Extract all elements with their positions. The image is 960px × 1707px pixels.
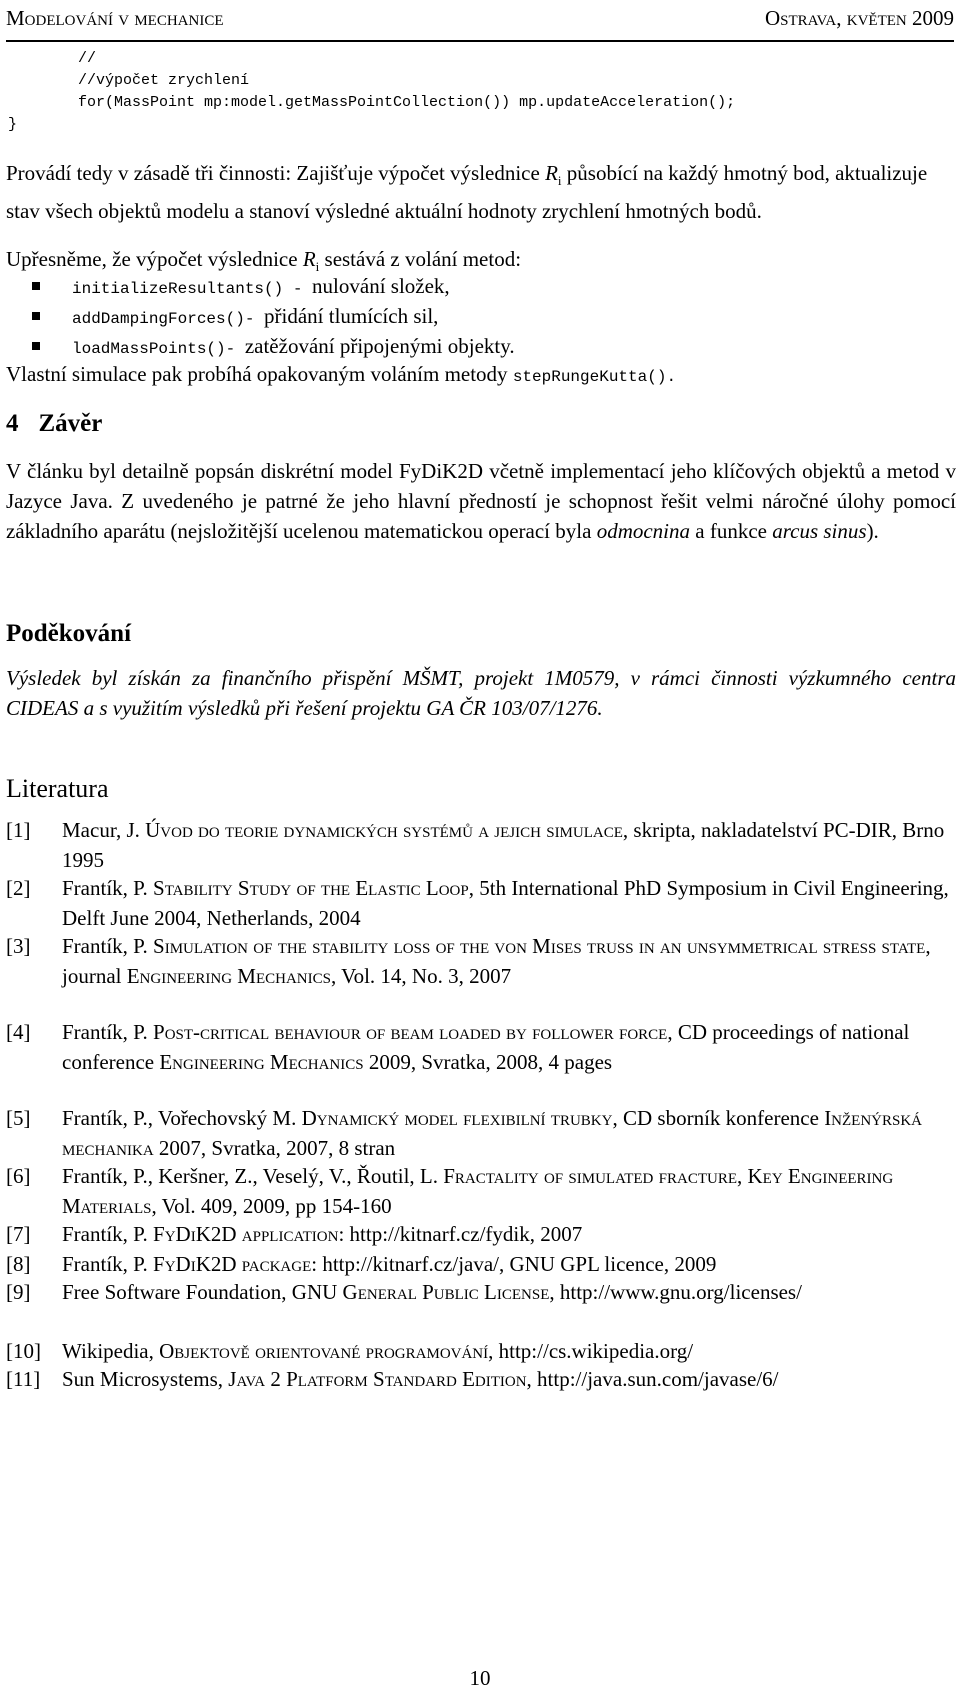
bullet-square-icon: [32, 282, 40, 290]
list-item: addDampingForces()- přidání tlumících sil,: [32, 301, 438, 334]
code-line-1: //: [78, 50, 97, 67]
reference-item: [5] Frantík, P., Vořechovský M. Dynamický model flexibilní trubky, CD sborník konference Inženýrská mechanika 2007, Svratka, 2007, 8 stran: [6, 1106, 923, 1160]
acknowledgement-text: Výsledek byl získán za finančního přispění MŠMT, projekt 1M0579, v rámci činnosti výzkumného centra CIDEAS a s využitím výsledků při řešení projektu GA ČR 103/07/1276.: [6, 666, 956, 720]
section-heading: 4 Závěr: [6, 410, 103, 437]
reference-item: [9] Free Software Foundation, GNU General Public License, http://www.gnu.org/licenses/: [6, 1280, 802, 1304]
page-header: [6, 4, 954, 42]
reference-item: [4] Frantík, P. Post-critical behaviour of beam loaded by follower force, CD proceedings of national conference Engineering Mechanics 2009, Svratka, 2008, 4 pages: [6, 1020, 910, 1074]
reference-item: [7] Frantík, P. FyDiK2D application: http://kitnarf.cz/fydik, 2007: [6, 1222, 583, 1246]
reference-item: [3] Frantík, P. Simulation of the stability loss of the von Mises truss in an unsymmetrical stress state, journal Engineering Mechanics, Vol. 14, No. 3, 2007: [6, 934, 931, 988]
reference-item: [8] Frantík, P. FyDiK2D package: http://kitnarf.cz/java/, GNU GPL licence, 2009: [6, 1252, 717, 1276]
header-right-title: Ostrava, květen 2009: [764, 6, 954, 30]
code-line-3: for(MassPoint mp:model.getMassPointCollection()) mp.updateAcceleration();: [78, 94, 736, 111]
code-line-4: }: [8, 116, 18, 133]
code-line-2: //výpočet zrychlení: [78, 72, 250, 89]
paragraph-simulation: Vlastní simulace pak probíhá opakovaným voláním metody stepRungeKutta().: [6, 362, 677, 386]
paragraph-resultant: Upřesněme, že výpočet výslednice $R_i$ sestává z volání metod:: [6, 247, 522, 275]
header-left-title: Modelování v mechanice: [6, 6, 224, 30]
bullet-square-icon: [32, 312, 40, 320]
paragraph-conclusion: V článku byl detailně popsán diskrétní model FyDiK2D včetně implementací jeho klíčových objektů a metod v Jazyce Java. Z uvedeného je patrné že jeho hlavní předností je schopnost řešit velmi náročné úlohy pomocí základního aparátu (nejsložitější ucelenou matematickou operací byla odmocnina a funkce arcus sinus).: [6, 459, 956, 543]
reference-item: [1] Macur, J. Úvod do teorie dynamických systémů a jejich simulace, skripta, nakladatelství PC-DIR, Brno 1995: [6, 818, 945, 872]
reference-item: [11] Sun Microsystems, Java 2 Platform Standard Edition, http://java.sun.com/javase/6/: [6, 1367, 779, 1391]
list-item: loadMassPoints()- zatěžování připojenými objekty.: [32, 331, 515, 364]
reference-item: [10] Wikipedia, Objektově orientované programování, http://cs.wikipedia.org/: [6, 1339, 694, 1363]
reference-item: [6] Frantík, P., Keršner, Z., Veselý, V., Řoutil, L. Fractality of simulated fracture, Key Engineering Materials, Vol. 409, 2009, pp 154-160: [6, 1164, 894, 1218]
acknowledgement-heading: Poděkování: [6, 620, 132, 647]
bullet-square-icon: [32, 342, 40, 350]
reference-item: [2] Frantík, P. Stability Study of the Elastic Loop, 5th International PhD Symposium in Civil Engineering, Delft June 2004, Netherlands, 2004: [6, 876, 949, 930]
literature-heading: Literatura: [6, 774, 109, 803]
page-number: 10: [469, 1666, 491, 1690]
list-item: initializeResultants() - nulování složek,: [32, 271, 450, 304]
paragraph-summary: Provádí tedy v zásadě tři činnosti: Zajišťuje výpočet výslednice $R_i$ působící na každý hmotný bod, aktualizuje stav všech objektů modelu a stanoví výsledné aktuální hodnoty zrychlení hmotných bodů.: [6, 161, 928, 224]
